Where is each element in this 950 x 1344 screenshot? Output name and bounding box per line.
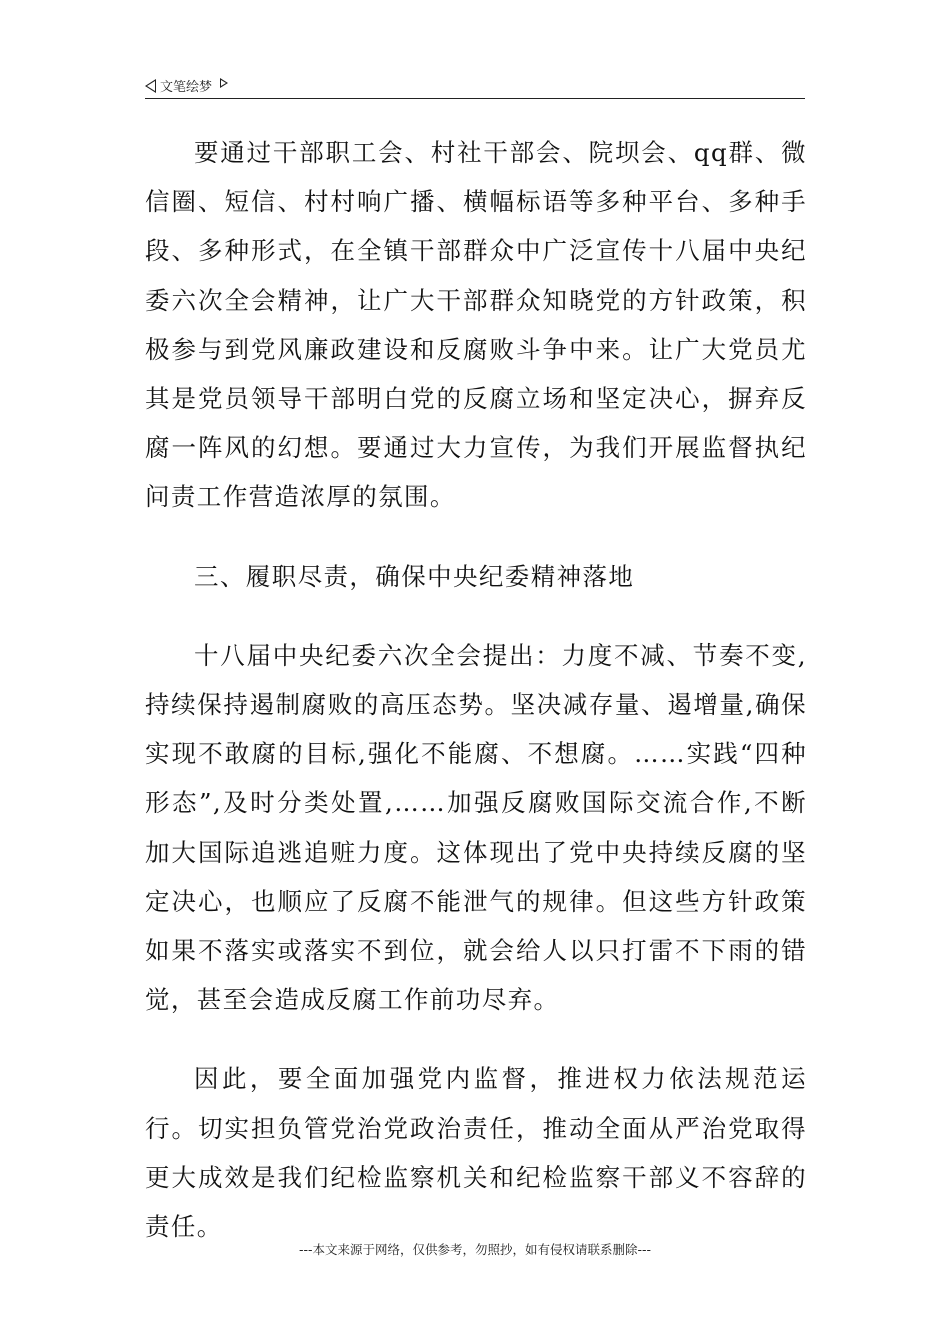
paragraph-supervision: 因此，要全面加强党内监督，推进权力依法规范运行。切实担负管党治党政治责任，推动全面从严治党取得更大成效是我们纪检监察机关和纪检监察干部义不容辞的责任。 [145,1064,807,1242]
paragraph-gap [145,522,807,552]
page-footer-notice: ---本文来源于网络，仅供参考，勿照抄，如有侵权请联系删除--- [298,1242,652,1257]
paragraph-publicity: 要通过干部职工会、村社干部会、院坝会、qq群、微信圈、短信、村村响广播、横幅标语等多种平台、多种手段、多种形式，在全镇干部群众中广泛宣传十八届中央纪委六次全会精神，让广大干部群众知晓党的方针政策，积极参与到党风廉政建设和反腐败斗争中来。让广大党员尤其是党员领导干部明白党的反腐立场和坚定决心，摒弃反腐一阵风的幻想。要通过大力宣传，为我们开展监督执纪问责工作营造浓厚的氛围。 [145,138,807,512]
paragraph-gap [145,1024,807,1054]
page-header [145,74,805,99]
section-heading-3: 三、履职尽责，确保中央纪委精神落地 [194,561,635,591]
triangle-left-icon [145,79,156,93]
triangle-right-icon [220,78,228,88]
paragraph-gap [145,601,807,631]
document-body [145,128,807,1251]
paragraph-plenary: 十八届中央纪委六次全会提出：力度不减、节奏不变,持续保持遏制腐败的高压态势。坚决减存量、遏增量,确保实现不敢腐的目标,强化不能腐、不想腐。……实践“四种形态”,及时分类处置,……加强反腐败国际交流合作,不断加大国际追逃追赃力度。这体现出了党中央持续反腐的坚定决心，也顺应了反腐不能泄气的规律。但这些方针政策如果不落实或落实不到位，就会给人以只打雷不下雨的错觉，甚至会造成反腐工作前功尽弃。 [145,640,807,1015]
header-brand [145,76,228,95]
header-brand-label: 文笔绘梦 [160,80,213,95]
